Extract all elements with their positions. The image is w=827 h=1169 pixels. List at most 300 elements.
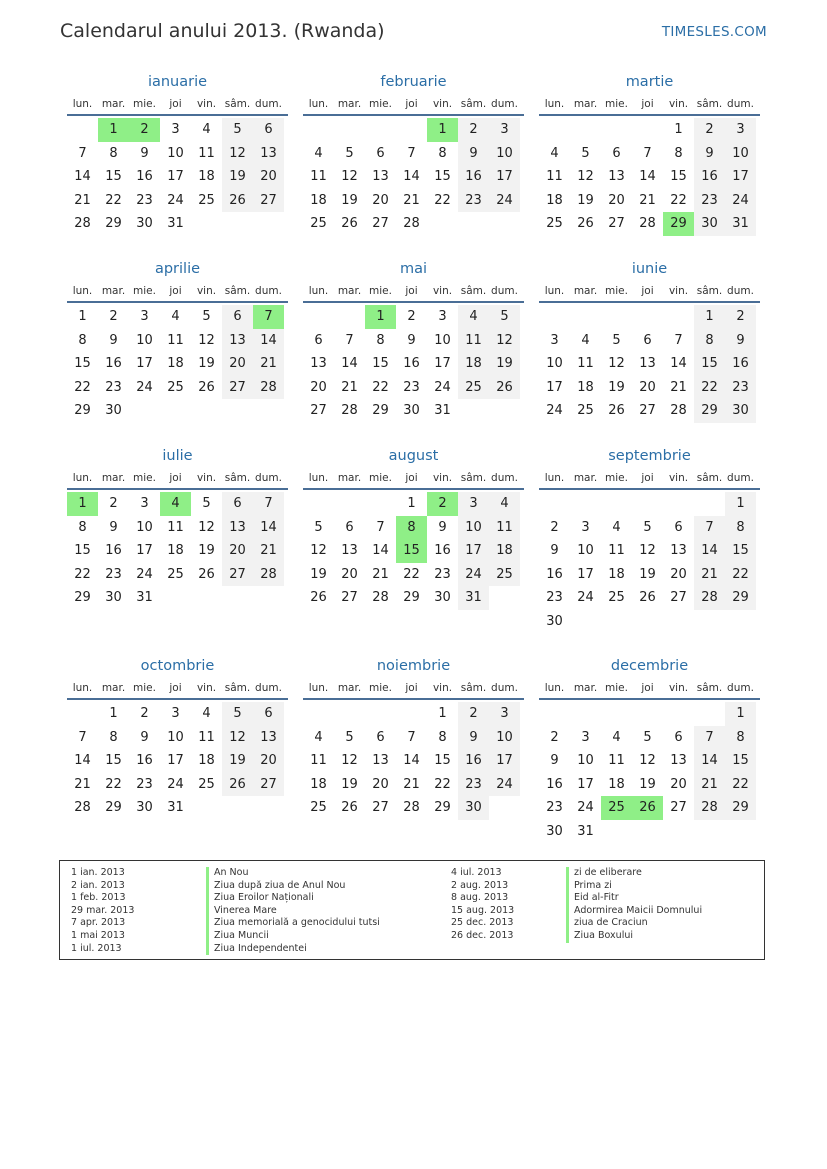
empty-day-cell — [539, 118, 570, 142]
weekday-label: mar. — [337, 472, 362, 484]
day-cell: 10 — [577, 753, 594, 769]
day-cell: 16 — [434, 543, 451, 559]
day-cell: 23 — [694, 189, 725, 213]
day-cell: 7 — [253, 492, 284, 516]
day-cell: 23 — [725, 376, 756, 400]
weekday-label: sâm. — [460, 682, 487, 694]
holiday-day-cell: 1 — [98, 118, 129, 142]
empty-day-cell — [632, 305, 663, 329]
day-cell: 10 — [167, 145, 184, 161]
day-cell: 28 — [372, 590, 389, 606]
weekday-label: mar. — [337, 682, 362, 694]
day-cell: 2 — [458, 118, 489, 142]
day-cell: 14 — [253, 329, 284, 353]
day-cell: 29 — [725, 796, 756, 820]
day-grid — [67, 492, 288, 610]
empty-day-cell — [570, 305, 601, 329]
day-cell: 2 — [694, 118, 725, 142]
legend-holiday-name: ziua de Craciun — [566, 917, 702, 930]
day-grid — [539, 305, 760, 423]
weekday-header — [67, 281, 288, 303]
month-decembrie — [539, 656, 760, 844]
day-cell: 26 — [341, 800, 358, 816]
day-cell: 12 — [577, 169, 594, 185]
day-cell: 6 — [222, 305, 253, 329]
weekday-label: mie. — [133, 285, 156, 297]
day-cell: 25 — [167, 566, 184, 582]
day-cell: 8 — [109, 729, 118, 745]
day-cell: 26 — [198, 379, 215, 395]
legend-date: 8 aug. 2013 — [451, 892, 509, 904]
day-cell: 29 — [74, 590, 91, 606]
empty-day-cell — [334, 305, 365, 329]
day-cell: 5 — [612, 332, 621, 348]
day-cell: 8 — [78, 519, 87, 535]
weekday-label: lun. — [544, 98, 565, 110]
day-cell: 9 — [109, 332, 118, 348]
day-cell: 21 — [74, 192, 91, 208]
day-cell: 1 — [725, 492, 756, 516]
day-cell: 15 — [74, 356, 91, 372]
day-grid — [303, 118, 524, 236]
legend-holiday-name: Ziua memorială a genocidului tutsi — [206, 917, 380, 930]
day-cell: 23 — [434, 566, 451, 582]
empty-day-cell — [663, 492, 694, 516]
weekday-label: joi — [169, 285, 182, 297]
day-cell: 6 — [643, 332, 652, 348]
weekday-label: mie. — [369, 285, 392, 297]
day-cell: 31 — [725, 212, 756, 236]
day-cell: 16 — [458, 165, 489, 189]
day-cell: 9 — [550, 543, 559, 559]
day-cell: 23 — [458, 189, 489, 213]
day-cell: 3 — [581, 729, 590, 745]
day-cell: 11 — [198, 145, 215, 161]
day-cell: 30 — [458, 796, 489, 820]
day-cell: 6 — [314, 332, 323, 348]
day-cell: 17 — [167, 169, 184, 185]
day-cell: 10 — [136, 519, 153, 535]
day-cell: 17 — [577, 566, 594, 582]
day-cell: 19 — [639, 566, 656, 582]
day-cell: 22 — [372, 379, 389, 395]
day-cell: 5 — [643, 519, 652, 535]
empty-day-cell — [303, 492, 334, 516]
weekday-label: mar. — [573, 285, 598, 297]
day-cell: 13 — [639, 356, 656, 372]
day-cell: 11 — [608, 753, 625, 769]
weekday-label: sâm. — [696, 98, 723, 110]
month-iulie — [67, 446, 288, 610]
day-cell: 17 — [434, 356, 451, 372]
day-cell: 19 — [310, 566, 327, 582]
day-cell: 11 — [310, 169, 327, 185]
legend-date: 7 apr. 2013 — [71, 917, 126, 929]
day-cell: 7 — [643, 145, 652, 161]
day-cell: 11 — [198, 729, 215, 745]
day-cell: 26 — [198, 566, 215, 582]
day-cell: 20 — [670, 566, 687, 582]
day-cell: 23 — [105, 566, 122, 582]
brand-link[interactable]: TIMESLES.COM — [661, 24, 767, 40]
day-cell: 18 — [489, 539, 520, 563]
day-cell: 22 — [434, 776, 451, 792]
day-cell: 7 — [376, 519, 385, 535]
day-cell: 19 — [222, 749, 253, 773]
day-cell: 5 — [489, 305, 520, 329]
day-cell: 19 — [608, 379, 625, 395]
day-cell: 24 — [577, 590, 594, 606]
day-cell: 27 — [372, 216, 389, 232]
day-cell: 7 — [407, 729, 416, 745]
day-cell: 27 — [222, 563, 253, 587]
day-cell: 10 — [136, 332, 153, 348]
holiday-day-cell: 15 — [396, 539, 427, 563]
day-cell: 20 — [341, 566, 358, 582]
day-cell: 24 — [725, 189, 756, 213]
month-noiembrie — [303, 656, 524, 820]
day-cell: 17 — [167, 753, 184, 769]
day-cell: 22 — [403, 566, 420, 582]
weekday-label: lun. — [72, 98, 93, 110]
day-cell: 22 — [725, 563, 756, 587]
day-cell: 16 — [694, 165, 725, 189]
day-cell: 4 — [171, 309, 180, 324]
day-cell: 10 — [489, 726, 520, 750]
day-cell: 3 — [489, 118, 520, 142]
day-cell: 14 — [74, 169, 91, 185]
day-cell: 13 — [341, 543, 358, 559]
day-cell: 27 — [372, 800, 389, 816]
day-cell: 28 — [253, 563, 284, 587]
legend-holiday-name: Ziua Independentei — [206, 943, 380, 956]
weekday-header — [303, 94, 524, 116]
weekday-label: dum. — [491, 682, 518, 694]
day-cell: 30 — [105, 403, 122, 419]
day-cell: 6 — [345, 519, 354, 535]
day-cell: 12 — [222, 142, 253, 166]
day-cell: 3 — [581, 519, 590, 535]
weekday-label: mar. — [337, 285, 362, 297]
day-cell: 16 — [546, 776, 563, 792]
day-cell: 26 — [577, 216, 594, 232]
day-cell: 11 — [458, 329, 489, 353]
month-name: mai — [399, 261, 428, 277]
day-cell: 23 — [105, 379, 122, 395]
day-cell: 3 — [489, 702, 520, 726]
day-cell: 22 — [694, 376, 725, 400]
day-cell: 27 — [253, 189, 284, 213]
month-name: martie — [625, 74, 674, 90]
weekday-label: sâm. — [224, 98, 251, 110]
weekday-label: lun. — [544, 682, 565, 694]
day-cell: 9 — [550, 753, 559, 769]
day-cell: 20 — [608, 192, 625, 208]
day-cell: 9 — [109, 519, 118, 535]
legend-date: 15 aug. 2013 — [451, 904, 515, 916]
day-cell: 30 — [546, 823, 563, 839]
empty-day-cell — [663, 702, 694, 726]
day-cell: 12 — [341, 169, 358, 185]
weekday-label: lun. — [308, 472, 329, 484]
weekday-label: mie. — [133, 682, 156, 694]
day-cell: 20 — [222, 352, 253, 376]
day-cell: 14 — [372, 543, 389, 559]
day-cell: 20 — [372, 192, 389, 208]
day-cell: 14 — [694, 539, 725, 563]
legend-holiday-name: Ziua după ziua de Anul Nou — [206, 880, 380, 893]
day-cell: 28 — [341, 403, 358, 419]
day-cell: 31 — [167, 216, 184, 232]
holiday-day-cell: 1 — [365, 305, 396, 329]
holiday-day-cell: 2 — [129, 118, 160, 142]
weekday-header — [539, 678, 760, 700]
month-name: octombrie — [140, 658, 215, 674]
empty-day-cell — [539, 492, 570, 516]
weekday-label: mie. — [133, 472, 156, 484]
weekday-label: vin. — [196, 682, 217, 694]
weekday-label: mie. — [369, 98, 392, 110]
day-cell: 5 — [643, 729, 652, 745]
day-grid — [67, 305, 288, 423]
day-cell: 16 — [105, 356, 122, 372]
legend-date: 29 mar. 2013 — [71, 904, 135, 916]
day-cell: 23 — [136, 192, 153, 208]
holiday-day-cell: 26 — [632, 796, 663, 820]
day-cell: 11 — [608, 543, 625, 559]
day-cell: 12 — [310, 543, 327, 559]
day-cell: 20 — [253, 749, 284, 773]
day-grid — [303, 305, 524, 423]
month-august — [303, 446, 524, 610]
weekday-label: joi — [169, 472, 182, 484]
weekday-label: vin. — [668, 682, 689, 694]
day-cell: 24 — [546, 403, 563, 419]
legend-holiday-name: Ziua Boxului — [566, 930, 702, 943]
day-cell: 15 — [105, 169, 122, 185]
day-grid — [539, 492, 760, 634]
day-cell: 16 — [403, 356, 420, 372]
day-cell: 15 — [434, 753, 451, 769]
weekday-label: dum. — [491, 472, 518, 484]
weekday-header — [303, 678, 524, 700]
day-cell: 21 — [639, 192, 656, 208]
day-cell: 9 — [140, 145, 149, 161]
day-cell: 9 — [458, 726, 489, 750]
day-cell: 8 — [694, 329, 725, 353]
day-cell: 18 — [167, 543, 184, 559]
day-cell: 15 — [725, 539, 756, 563]
month-aprilie — [67, 259, 288, 423]
day-cell: 4 — [489, 492, 520, 516]
empty-day-cell — [396, 702, 427, 726]
day-cell: 30 — [434, 590, 451, 606]
day-cell: 27 — [670, 800, 687, 816]
day-cell: 19 — [198, 543, 215, 559]
legend-left-dates — [71, 867, 134, 955]
day-cell: 4 — [458, 305, 489, 329]
day-cell: 14 — [694, 749, 725, 773]
day-cell: 31 — [136, 590, 153, 606]
day-cell: 12 — [639, 543, 656, 559]
day-cell: 26 — [608, 403, 625, 419]
weekday-header — [67, 94, 288, 116]
month-octombrie — [67, 656, 288, 820]
day-cell: 4 — [314, 729, 323, 745]
day-cell: 2 — [407, 309, 416, 324]
day-cell: 27 — [253, 773, 284, 797]
day-cell: 25 — [198, 776, 215, 792]
day-cell: 27 — [639, 403, 656, 419]
day-cell: 25 — [546, 216, 563, 232]
weekday-label: joi — [641, 472, 654, 484]
day-cell: 5 — [345, 145, 354, 161]
empty-day-cell — [601, 702, 632, 726]
empty-day-cell — [601, 305, 632, 329]
day-cell: 9 — [438, 519, 447, 535]
day-cell: 15 — [725, 749, 756, 773]
day-cell: 26 — [489, 376, 520, 400]
day-cell: 8 — [438, 145, 447, 161]
day-cell: 3 — [140, 496, 149, 511]
day-cell: 5 — [581, 145, 590, 161]
day-cell: 13 — [670, 543, 687, 559]
weekday-header — [67, 678, 288, 700]
legend-date: 1 mai 2013 — [71, 929, 125, 941]
day-cell: 8 — [78, 332, 87, 348]
day-cell: 9 — [694, 142, 725, 166]
weekday-label: vin. — [432, 682, 453, 694]
legend-right-names — [566, 867, 702, 943]
day-cell: 13 — [372, 753, 389, 769]
weekday-label: mie. — [369, 682, 392, 694]
day-cell: 17 — [136, 356, 153, 372]
month-martie — [539, 72, 760, 236]
page-title: Calendarul anului 2013. (Rwanda) — [60, 20, 385, 42]
day-cell: 17 — [577, 776, 594, 792]
month-name: decembrie — [610, 658, 689, 674]
day-cell: 15 — [434, 169, 451, 185]
day-cell: 31 — [458, 586, 489, 610]
day-cell: 5 — [222, 118, 253, 142]
day-cell: 24 — [167, 776, 184, 792]
empty-day-cell — [539, 702, 570, 726]
empty-day-cell — [365, 702, 396, 726]
month-name: iulie — [162, 448, 193, 464]
day-cell: 16 — [136, 753, 153, 769]
weekday-label: joi — [169, 682, 182, 694]
day-grid — [303, 702, 524, 820]
month-septembrie — [539, 446, 760, 634]
month-name: iunie — [631, 261, 668, 277]
month-name: noiembrie — [376, 658, 451, 674]
day-cell: 16 — [136, 169, 153, 185]
day-cell: 4 — [581, 332, 590, 348]
holiday-legend — [59, 860, 765, 960]
day-cell: 21 — [253, 539, 284, 563]
weekday-label: joi — [405, 682, 418, 694]
weekday-label: lun. — [72, 285, 93, 297]
day-cell: 8 — [725, 726, 756, 750]
weekday-label: mie. — [605, 682, 628, 694]
weekday-label: mar. — [101, 682, 126, 694]
month-februarie — [303, 72, 524, 236]
month-name: septembrie — [608, 448, 691, 464]
day-cell: 22 — [74, 566, 91, 582]
day-grid — [303, 492, 524, 610]
day-cell: 4 — [202, 122, 211, 137]
day-cell: 27 — [341, 590, 358, 606]
day-cell: 26 — [222, 773, 253, 797]
day-cell: 15 — [372, 356, 389, 372]
weekday-header — [67, 468, 288, 490]
day-cell: 5 — [222, 702, 253, 726]
day-cell: 7 — [694, 516, 725, 540]
day-cell: 8 — [376, 332, 385, 348]
day-cell: 29 — [725, 586, 756, 610]
day-cell: 1 — [694, 305, 725, 329]
empty-day-cell — [334, 702, 365, 726]
day-cell: 18 — [167, 356, 184, 372]
weekday-label: vin. — [196, 472, 217, 484]
day-cell: 18 — [608, 776, 625, 792]
day-cell: 18 — [458, 352, 489, 376]
day-cell: 12 — [222, 726, 253, 750]
holiday-day-cell: 7 — [253, 305, 284, 329]
day-cell: 13 — [253, 142, 284, 166]
day-cell: 6 — [674, 729, 683, 745]
holiday-day-cell: 2 — [427, 492, 458, 516]
day-cell: 2 — [458, 702, 489, 726]
weekday-label: mie. — [605, 472, 628, 484]
day-cell: 2 — [109, 496, 118, 511]
empty-day-cell — [570, 702, 601, 726]
weekday-label: mar. — [573, 682, 598, 694]
day-grid — [539, 702, 760, 844]
day-cell: 30 — [136, 800, 153, 816]
weekday-label: dum. — [727, 98, 754, 110]
day-cell: 21 — [74, 776, 91, 792]
day-cell: 26 — [639, 590, 656, 606]
day-cell: 28 — [403, 800, 420, 816]
day-cell: 13 — [253, 726, 284, 750]
day-cell: 25 — [198, 192, 215, 208]
weekday-label: sâm. — [460, 285, 487, 297]
day-grid — [539, 118, 760, 236]
legend-holiday-name: zi de eliberare — [566, 867, 702, 880]
day-cell: 19 — [577, 192, 594, 208]
day-cell: 10 — [577, 543, 594, 559]
weekday-label: joi — [405, 472, 418, 484]
day-cell: 16 — [546, 566, 563, 582]
day-cell: 22 — [434, 192, 451, 208]
day-cell: 5 — [202, 309, 211, 324]
day-cell: 13 — [608, 169, 625, 185]
day-cell: 14 — [403, 753, 420, 769]
day-cell: 14 — [253, 516, 284, 540]
day-cell: 30 — [136, 216, 153, 232]
day-cell: 3 — [550, 332, 559, 348]
day-cell: 7 — [345, 332, 354, 348]
day-cell: 11 — [546, 169, 563, 185]
weekday-label: dum. — [255, 285, 282, 297]
day-cell: 24 — [489, 189, 520, 213]
day-cell: 2 — [140, 706, 149, 721]
day-cell: 22 — [74, 379, 91, 395]
day-cell: 21 — [403, 776, 420, 792]
legend-date: 25 dec. 2013 — [451, 917, 514, 929]
day-cell: 2 — [109, 309, 118, 324]
